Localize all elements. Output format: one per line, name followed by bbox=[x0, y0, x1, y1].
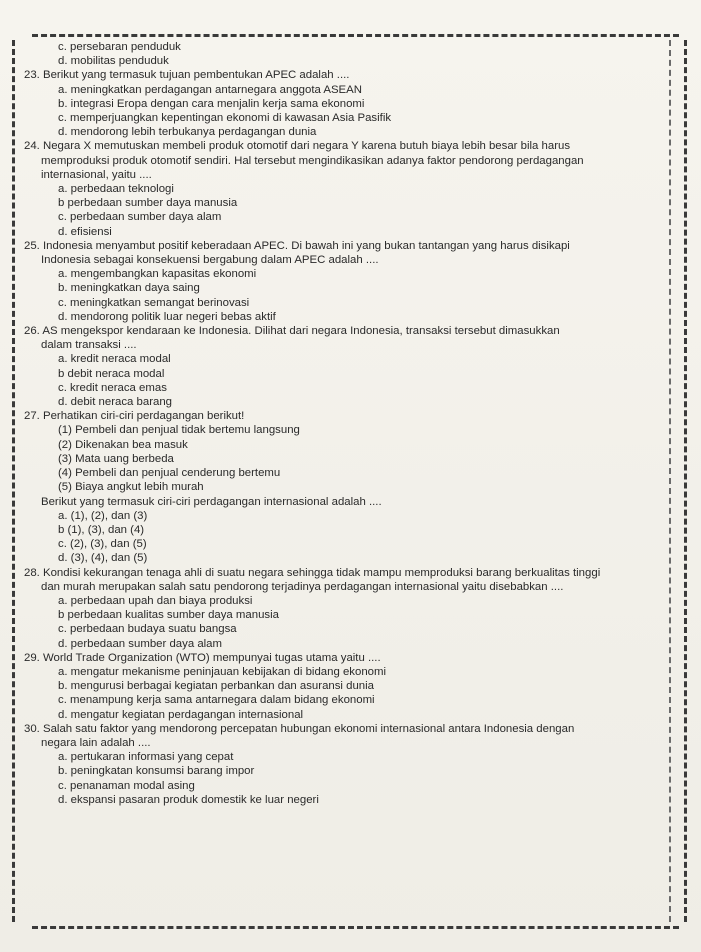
answer-option: b. mengurusi berbagai kegiatan perbankan dan asuransi dunia bbox=[58, 680, 374, 693]
answer-option: a. mengatur mekanisme peninjauan kebijakan di bidang ekonomi bbox=[58, 665, 387, 678]
answer-option: c. penanaman modal asing bbox=[58, 779, 195, 792]
top-dashed-border bbox=[32, 34, 679, 37]
question-continuation: dan murah merupakan salah satu pendorong terjadinya perdagangan internasional yaitu disebabkan .... bbox=[41, 580, 564, 593]
answer-option: a. perbedaan upah dan biaya produksi bbox=[58, 594, 253, 607]
answer-option: b. peningkatan konsumsi barang impor bbox=[58, 765, 255, 778]
answer-option: c. perbedaan sumber daya alam bbox=[58, 211, 222, 224]
question-line: 28. Kondisi kekurangan tenaga ahli di suatu negara sehingga tidak mampu memproduksi barang berkualitas tinggi bbox=[24, 566, 601, 579]
answer-option: a. (1), (2), dan (3) bbox=[58, 509, 148, 522]
answer-option: d. (3), (4), dan (5) bbox=[58, 552, 148, 565]
question-line: 23. Berikut yang termasuk tujuan pembentukan APEC adalah .... bbox=[24, 69, 350, 82]
answer-option: c. memperjuangkan kepentingan ekonomi di kawasan Asia Pasifik bbox=[58, 112, 392, 125]
answer-option: a. perbedaan teknologi bbox=[58, 183, 174, 196]
answer-option: c. perbedaan budaya suatu bangsa bbox=[58, 623, 237, 636]
answer-option: a. kredit neraca modal bbox=[58, 353, 171, 366]
answer-option: d. debit neraca barang bbox=[58, 396, 172, 409]
question-line: 26. AS mengekspor kendaraan ke Indonesia. Dilihat dari negara Indonesia, transaksi tersebut dimasukkan bbox=[24, 325, 560, 338]
answer-option: (1) Pembeli dan penjual tidak bertemu langsung bbox=[58, 424, 300, 437]
question-continuation: internasional, yaitu .... bbox=[41, 168, 152, 181]
answer-option: c. (2), (3), dan (5) bbox=[58, 538, 147, 551]
answer-option: c. menampung kerja sama antarnegara dalam bidang ekonomi bbox=[58, 694, 375, 707]
answer-option: c. persebaran penduduk bbox=[58, 41, 181, 53]
answer-option: (4) Pembeli dan penjual cenderung bertemu bbox=[58, 467, 281, 480]
answer-option: d. mengatur kegiatan perdagangan internasional bbox=[58, 708, 304, 721]
answer-option: c. kredit neraca emas bbox=[58, 381, 167, 394]
bottom-dashed-border bbox=[32, 926, 679, 929]
answer-option: b. integrasi Eropa dengan cara menjalin kerja sama ekonomi bbox=[58, 97, 365, 110]
question-line: 27. Perhatikan ciri-ciri perdagangan berikut! bbox=[24, 410, 245, 423]
right-inner-dashed-border bbox=[669, 40, 671, 922]
left-dashed-border bbox=[12, 40, 15, 922]
answer-option: b perbedaan kualitas sumber daya manusia bbox=[58, 609, 279, 622]
answer-option: a. pertukaran informasi yang cepat bbox=[58, 751, 234, 764]
question-continuation: negara lain adalah .... bbox=[41, 736, 151, 749]
question-line: 30. Salah satu faktor yang mendorong percepatan hubungan ekonomi internasional antara Indonesia dengan bbox=[24, 722, 575, 735]
answer-option: d. mendorong lebih terbukanya perdagangan dunia bbox=[58, 126, 317, 139]
answer-option: c. meningkatkan semangat berinovasi bbox=[58, 296, 250, 309]
right-dashed-border bbox=[684, 40, 687, 922]
question-continuation: Berikut yang termasuk ciri-ciri perdagangan internasional adalah .... bbox=[41, 495, 382, 508]
answer-option: a. meningkatkan perdagangan antarnegara anggota ASEAN bbox=[58, 83, 362, 96]
answer-option: d. mobilitas penduduk bbox=[58, 55, 169, 68]
question-line: 29. World Trade Organization (WTO) mempunyai tugas utama yaitu .... bbox=[24, 651, 381, 664]
answer-option: d. ekspansi pasaran produk domestik ke luar negeri bbox=[58, 793, 319, 806]
answer-option: b debit neraca modal bbox=[58, 367, 165, 380]
answer-option: b perbedaan sumber daya manusia bbox=[58, 197, 238, 210]
question-continuation: Indonesia sebagai konsekuensi bergabung dalam APEC adalah .... bbox=[41, 254, 379, 267]
answer-option: d. perbedaan sumber daya alam bbox=[58, 637, 223, 650]
answer-option: (3) Mata uang berbeda bbox=[58, 452, 174, 465]
answer-option: a. mengembangkan kapasitas ekonomi bbox=[58, 268, 257, 281]
answer-option: b (1), (3), dan (4) bbox=[58, 523, 145, 536]
answer-option: (2) Dikenakan bea masuk bbox=[58, 438, 188, 451]
answer-option: d. efisiensi bbox=[58, 225, 112, 238]
question-line: 24. Negara X memutuskan membeli produk otomotif dari negara Y karena butuh biaya lebih besar bila harus bbox=[24, 140, 571, 153]
question-list bbox=[24, 40, 664, 807]
question-line: 25. Indonesia menyambut positif keberadaan APEC. Di bawah ini yang bukan tantangan yang harus disikapi bbox=[24, 239, 570, 252]
answer-option: b. meningkatkan daya saing bbox=[58, 282, 200, 295]
answer-option: d. mendorong politik luar negeri bebas aktif bbox=[58, 310, 276, 323]
question-continuation: memproduksi produk otomotif sendiri. Hal tersebut mengindikasikan adanya faktor pendorong perdagangan bbox=[41, 154, 584, 167]
answer-option: (5) Biaya angkut lebih murah bbox=[58, 481, 204, 494]
question-continuation: dalam transaksi .... bbox=[41, 339, 137, 352]
